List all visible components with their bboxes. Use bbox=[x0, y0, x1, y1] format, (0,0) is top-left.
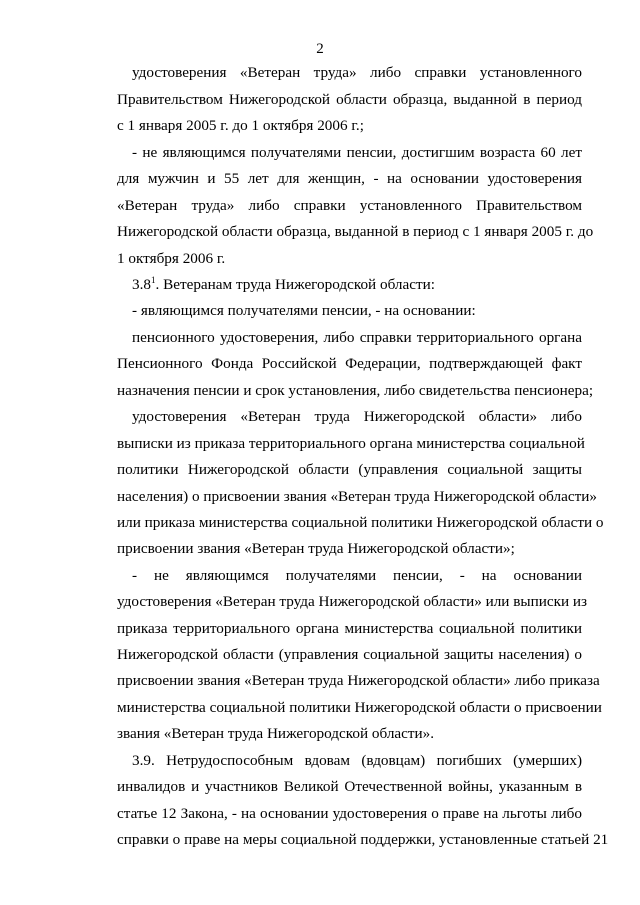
text-line: Пенсионного Фонда Российской Федерации, подтверждающей факт bbox=[117, 355, 582, 372]
text-line: выписки из приказа территориального органа министерства социальной bbox=[117, 435, 585, 452]
text-line: присвоении звания «Ветеран труда Нижегородской области» либо приказа bbox=[117, 672, 600, 689]
text-line: звания «Ветеран труда Нижегородской области». bbox=[117, 725, 435, 742]
text-line: статье 12 Закона, - на основании удостоверения о праве на льготы либо bbox=[117, 805, 582, 822]
text-line: с 1 января 2005 г. до 1 октября 2006 г.; bbox=[117, 117, 364, 134]
text-line: министерства социальной политики Нижегородской области о присвоении bbox=[117, 699, 602, 716]
text-line: политики Нижегородской области (управления социальной защиты bbox=[117, 461, 582, 478]
text-line: - не являющимся получателями пенсии, - на основании bbox=[132, 567, 582, 584]
text-line: - не являющимся получателями пенсии, достигшим возраста 60 лет bbox=[132, 144, 582, 161]
text-line: пенсионного удостоверения, либо справки территориального органа bbox=[132, 329, 582, 346]
section-title: . Ветеранам труда Нижегородской области: bbox=[155, 276, 435, 293]
section-number: 3.8 bbox=[132, 276, 151, 293]
text-line: Правительством Нижегородской области образца, выданной в период bbox=[117, 91, 582, 108]
text-line: инвалидов и участников Великой Отечественной войны, указанным в bbox=[117, 778, 582, 795]
text-line: - являющимся получателями пенсии, - на основании: bbox=[132, 302, 476, 319]
section-heading bbox=[132, 275, 435, 295]
text-line: «Ветеран труда» либо справки установленного Правительством bbox=[117, 197, 582, 214]
text-line: удостоверения «Ветеран труда Нижегородской области» или выписки из bbox=[117, 593, 588, 610]
text-line: 1 октября 2006 г. bbox=[117, 250, 226, 267]
section-superscript: 1 bbox=[150, 274, 156, 285]
text-line: назначения пенсии и срок установления, либо свидетельства пенсионера; bbox=[117, 382, 594, 399]
text-line: для мужчин и 55 лет для женщин, - на основании удостоверения bbox=[117, 170, 582, 187]
text-line: удостоверения «Ветеран труда» либо справки установленного bbox=[132, 64, 582, 81]
text-line: приказа территориального органа министерства социальной политики bbox=[117, 620, 582, 637]
text-line: присвоении звания «Ветеран труда Нижегородской области»; bbox=[117, 540, 515, 557]
text-line: справки о праве на меры социальной поддержки, установленные статьей 21 bbox=[117, 831, 609, 848]
page-number: 2 bbox=[316, 41, 324, 57]
text-line: удостоверения «Ветеран труда Нижегородской области» либо bbox=[132, 408, 582, 425]
text-line: или приказа министерства социальной политики Нижегородской области о bbox=[117, 514, 604, 531]
text-line: населения) о присвоении звания «Ветеран труда Нижегородской области» bbox=[117, 488, 597, 505]
text-line: Нижегородской области (управления социальной защиты населения) о bbox=[117, 646, 582, 663]
text-line: 3.9. Нетрудоспособным вдовам (вдовцам) погибших (умерших) bbox=[132, 752, 582, 769]
text-line: Нижегородской области образца, выданной в период с 1 января 2005 г. до bbox=[117, 223, 594, 240]
